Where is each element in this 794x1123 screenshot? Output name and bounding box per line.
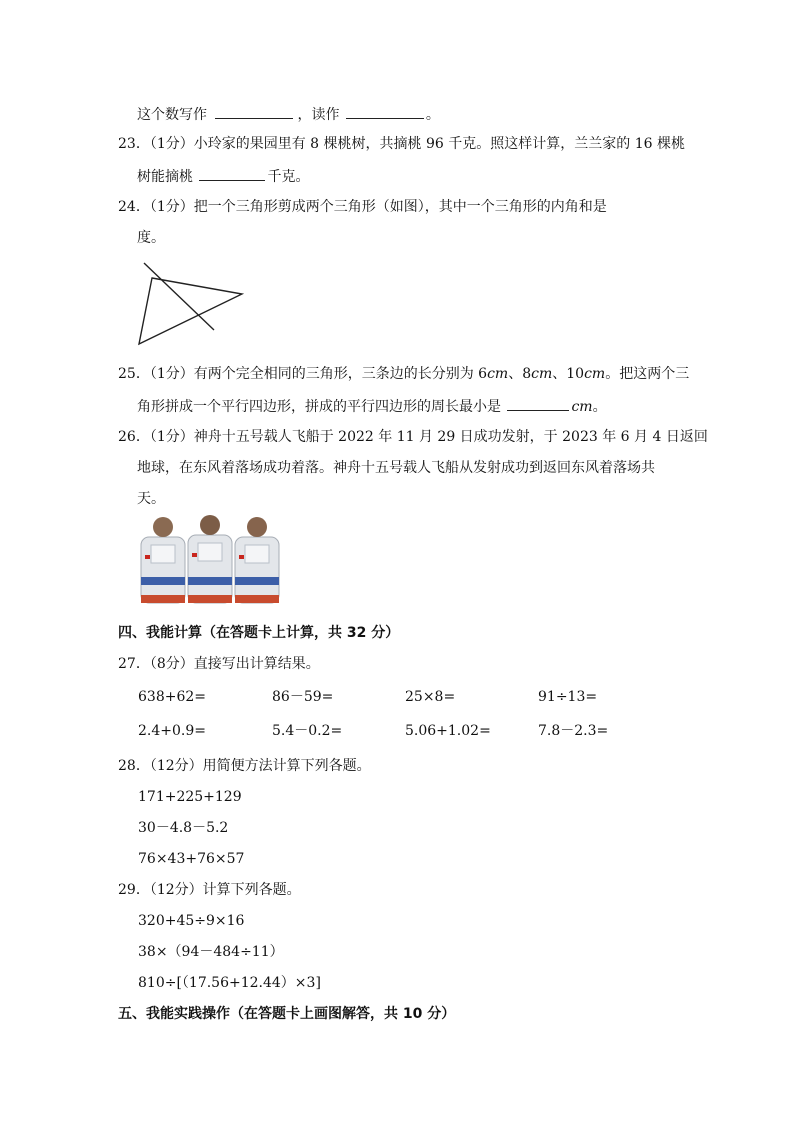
q24-line2: 度。 [137,230,165,246]
q25-num: 10 [566,366,585,382]
q29-title: 29．（12分）计算下列各题。 [118,882,301,898]
q24-line1: 24．（1分）把一个三角形剪成两个三角形（如图），其中一个三角形的内角和是 [118,199,607,215]
q22-text-c: 。 [425,107,440,123]
q28-item: 171+225+129 [138,789,242,805]
q27-title: 27．（8分）直接写出计算结果。 [118,656,320,672]
q26-line1: 26．（1分）神舟十五号载人飞船于 2022 年 11 月 29 日成功发射，于 2023 年 6 月 4 日返回 [118,429,708,445]
q25-line2 [137,396,607,416]
q27-item: 91÷13= [538,689,598,705]
q27-item: 25×8= [405,689,456,705]
q25-sep: 、 [508,366,523,382]
astronaut-figure [141,517,185,603]
q25-text-d: 。 [592,399,607,415]
q26-line2: 地球，在东风着落场成功着落。神舟十五号载人飞船从发射成功到返回东风着落场共 [137,460,655,476]
q27-item: 86－59= [272,689,334,705]
section5-heading: 五、我能实践操作（在答题卡上画图解答，共 10 分） [118,1006,456,1022]
section4-heading: 四、我能计算（在答题卡上计算，共 32 分） [118,625,400,641]
q27-item: 5.06+1.02= [405,723,491,739]
q25-unit: cm [571,399,593,415]
q25-num: 6 [478,366,488,382]
answer-blank [215,104,293,119]
q25-unit: cm [487,366,509,382]
q29-item: 810÷[（17.56+12.44）×3] [138,975,321,991]
q26-line3: 天。 [137,491,165,507]
q23-line2 [137,166,309,186]
q22-text-b: ，读作 [297,107,340,123]
astronaut-figure [188,515,232,603]
q25-text-c: 角形拼成一个平行四边形，拼成的平行四边形的周长最小是 [137,399,501,415]
q27-item: 7.8－2.3= [538,723,609,739]
q22-continuation [137,104,440,124]
answer-blank [199,166,265,181]
q29-item: 38×（94－484÷11） [138,944,284,960]
q23-line1: 23．（1分）小玲家的果园里有 8 棵桃树，共摘桃 96 千克。照这样计算，兰兰家的 16 棵桃 [118,136,685,152]
q28-title: 28．（12分）用简便方法计算下列各题。 [118,758,371,774]
answer-blank [346,104,424,119]
astronauts-photo [137,515,283,611]
q23-text-a: 树能摘桃 [137,169,193,185]
q23-text-b: 千克。 [267,169,310,185]
triangle-shape [139,278,242,344]
cut-line [144,263,214,330]
astronaut-figure [235,517,279,603]
q22-text-a: 这个数写作 [137,107,207,123]
q25-num: 8 [522,366,532,382]
q25-text-a: 25．（1分）有两个完全相同的三角形，三条边的长分别为 [118,366,479,382]
q29-item: 320+45÷9×16 [138,913,245,929]
q25-unit: cm [584,366,606,382]
q25-line1 [118,365,689,383]
q27-item: 2.4+0.9= [138,723,206,739]
q25-text-b: 。把这两个三 [605,366,690,382]
triangle-figure [136,260,244,346]
q25-sep: 、 [552,366,567,382]
q25-unit: cm [531,366,553,382]
q27-item: 638+62= [138,689,206,705]
q28-item: 30－4.8－5.2 [138,820,229,836]
answer-blank [507,396,569,411]
q27-item: 5.4－0.2= [272,723,343,739]
q28-item: 76×43+76×57 [138,851,245,867]
